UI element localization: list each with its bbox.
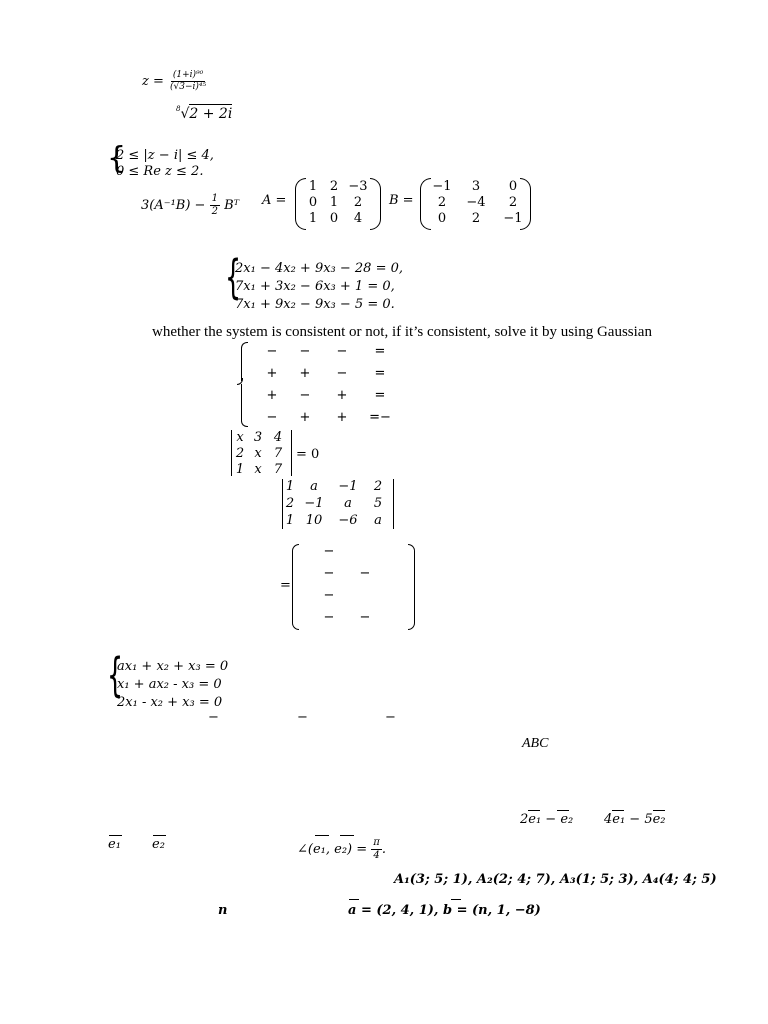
vector-e2 — [152, 838, 165, 851]
pi-over-four — [371, 838, 382, 861]
points-list: A₁(3; 5; 1), A₂(2; 4; 7), A₃(1; 5; 3), A₄(4; 4; 5) — [394, 872, 717, 887]
expression-right: Bᵀ — [224, 198, 240, 213]
det1-cell: x — [254, 446, 262, 461]
system3-line-1: ax₁ + x₂ + x₃ = 0 — [117, 659, 229, 674]
det2-cell: a — [310, 479, 318, 494]
half-denominator: 2 — [211, 206, 218, 217]
det1-cell: 4 — [273, 430, 283, 445]
matrix-a-cell: 4 — [353, 211, 363, 226]
arrow-e2-combo1 — [557, 810, 569, 811]
system3-line-3: 2x₁ - x₂ + x₃ = 0 — [117, 695, 223, 710]
arrow-angle-e1 — [315, 835, 329, 836]
det1-cell: 2 — [235, 446, 245, 461]
inequality-line-2: 0 ≤ Re z ≤ 2. — [116, 164, 204, 179]
system2-cell: + — [336, 410, 348, 425]
matrix-expression — [141, 194, 239, 217]
matrix-a-cell: 0 — [329, 211, 339, 226]
system2-cell: = — [374, 344, 386, 359]
matrix-a-cell: 1 — [308, 179, 318, 194]
system2-cell: + — [299, 410, 311, 425]
matrix3-left-paren — [292, 544, 299, 630]
matrix-a-cell: 2 — [329, 179, 339, 194]
system3-line-2: x₁ + ax₂ - x₃ = 0 — [117, 677, 222, 692]
matrix3-cell: − — [359, 610, 371, 625]
matrix-a-cell: 0 — [308, 195, 318, 210]
dash-2: − — [297, 710, 308, 725]
matrix-b-cell: −1 — [432, 179, 452, 194]
matrix3-cell: − — [359, 566, 371, 581]
pi-numerator: π — [373, 837, 380, 848]
triangle-abc: ABC — [522, 736, 549, 751]
expression-left: 3(A⁻¹B) − — [141, 198, 206, 213]
determinant-2 — [283, 479, 391, 530]
z-fraction — [168, 71, 208, 92]
matrix-b-cell: 2 — [508, 195, 518, 210]
left-brace: { — [107, 141, 127, 176]
matrix3-cell — [340, 588, 390, 610]
brace-bottom — [241, 384, 248, 427]
angle-period: . — [381, 842, 386, 857]
matrix3-cell: − — [323, 588, 335, 603]
system2-cell: =− — [369, 410, 391, 425]
angle-expression — [297, 838, 386, 861]
half-numerator: 1 — [211, 193, 218, 204]
det1-cell: 1 — [235, 462, 245, 477]
system2-cell: = — [374, 366, 386, 381]
left-brace: { — [225, 250, 242, 304]
matrix-a-cell: −3 — [348, 179, 368, 194]
system1-line-3: 7x₁ + 9x₂ − 9x₃ − 5 = 0. — [235, 297, 395, 312]
half-fraction — [210, 194, 220, 217]
det2-cell: a — [374, 513, 382, 528]
det2-cell: 2 — [285, 496, 295, 511]
system2-cell: − — [299, 388, 311, 403]
left-brace: { — [107, 648, 124, 702]
arrow-vector-a — [349, 899, 359, 900]
linear-system-2 — [237, 342, 241, 428]
det1-rhs: = 0 — [296, 447, 320, 462]
det2-cell: 10 — [305, 513, 323, 528]
vector-combo-2-text: 4e₁ − 5e₂ — [604, 812, 666, 827]
matrix-a-right-paren — [370, 178, 381, 230]
system2-cell: + — [336, 388, 348, 403]
matrix3-cell: − — [323, 566, 335, 581]
vector-combo-2 — [604, 813, 666, 826]
matrix-b-cell: 3 — [471, 179, 481, 194]
arrow-e2 — [153, 835, 166, 836]
z-formula — [142, 71, 208, 92]
arrow-e1-combo1 — [528, 810, 540, 811]
system2-cell: − — [266, 410, 278, 425]
system2-cell: = — [374, 388, 386, 403]
z-numerator: (1+i)⁹⁰ — [172, 70, 204, 80]
matrix-a — [303, 179, 371, 227]
system2-cell: − — [336, 366, 348, 381]
det2-cell: 5 — [373, 496, 383, 511]
system2-cell: − — [336, 344, 348, 359]
det2-right-bar — [393, 479, 394, 529]
matrix-3 — [318, 544, 390, 632]
determinant-1 — [232, 430, 288, 478]
det1-cell: 7 — [273, 462, 283, 477]
matrix-b-cell: 0 — [437, 211, 447, 226]
vector-e1-text: e₁ — [108, 837, 121, 852]
arrow-angle-e2 — [340, 835, 354, 836]
problem-sentence: whether the system is consistent or not, if it’s consistent, solve it by using Gaussian — [152, 324, 652, 340]
matrix3-right-paren — [408, 544, 415, 630]
det1-cell: 3 — [253, 430, 263, 445]
matrix-b — [428, 179, 530, 227]
system2-cell: + — [299, 366, 311, 381]
system1-line-2: 7x₁ + 3x₂ − 6x₃ + 1 = 0, — [235, 279, 395, 294]
dash-3: − — [385, 710, 396, 725]
det2-cell: −1 — [338, 479, 358, 494]
matrix-b-cell: 2 — [471, 211, 481, 226]
system2-grid — [258, 344, 400, 432]
det2-cell: −1 — [304, 496, 324, 511]
det2-cell: a — [344, 496, 352, 511]
matrix-a-label: A = — [262, 193, 287, 208]
system2-cell: − — [299, 344, 311, 359]
vector-e2-text: e₂ — [152, 837, 165, 852]
det2-cell: 1 — [285, 513, 295, 528]
matrix-a-cell: 1 — [308, 211, 318, 226]
vector-combo-1-text: 2e₁ − e₂ — [520, 812, 574, 827]
matrix3-cell: − — [323, 610, 335, 625]
brace-top — [241, 342, 248, 381]
root-expression: $^8$√2 + 2i — [176, 105, 233, 122]
matrix-b-cell: 0 — [508, 179, 518, 194]
system1-line-1: 2x₁ − 4x₂ + 9x₃ − 28 = 0, — [235, 261, 404, 276]
det1-cell: x — [236, 430, 244, 445]
vector-combo-1 — [520, 813, 573, 826]
arrow-e2-combo2 — [653, 810, 665, 811]
matrix-a-cell: 1 — [329, 195, 339, 210]
det1-cell: 7 — [273, 446, 283, 461]
vectors-a-b: a = (2, 4, 1), b = (n, 1, −8) — [348, 903, 541, 918]
det2-cell: −6 — [338, 513, 358, 528]
det2-cell: 2 — [373, 479, 383, 494]
system2-cell: + — [266, 388, 278, 403]
matrix3-equals: = — [280, 578, 291, 593]
inequality-line-1: 2 ≤ |z − i| ≤ 4, — [116, 148, 214, 163]
arrow-vector-b — [451, 899, 461, 900]
system2-cell: − — [266, 344, 278, 359]
det2-cell: 1 — [285, 479, 295, 494]
angle-text: ∠(e₁, e₂) = — [297, 842, 368, 857]
root-index: 8 — [176, 105, 181, 113]
parameter-n: n — [218, 903, 228, 918]
z-denominator: (√3−i)⁴⁵ — [170, 82, 207, 92]
matrix-b-label: B = — [389, 193, 414, 208]
z-label: z = — [142, 74, 164, 89]
arrow-e1 — [109, 835, 122, 836]
det1-cell: x — [254, 462, 262, 477]
dash-1: − — [208, 710, 219, 725]
arrow-e1-combo2 — [612, 810, 624, 811]
four-denominator: 4 — [373, 850, 380, 861]
system2-cell: + — [266, 366, 278, 381]
matrix-b-cell: −4 — [466, 195, 486, 210]
matrix3-cell — [340, 544, 390, 566]
matrix-b-cell: 2 — [437, 195, 447, 210]
vector-e1 — [108, 838, 121, 851]
det1-right-bar — [291, 430, 292, 476]
matrix-b-cell: −1 — [503, 211, 523, 226]
matrix-a-cell: 2 — [353, 195, 363, 210]
matrix-b-right-paren — [520, 178, 531, 230]
root-body: 2 + 2i — [189, 106, 233, 122]
matrix3-cell: − — [323, 544, 335, 559]
